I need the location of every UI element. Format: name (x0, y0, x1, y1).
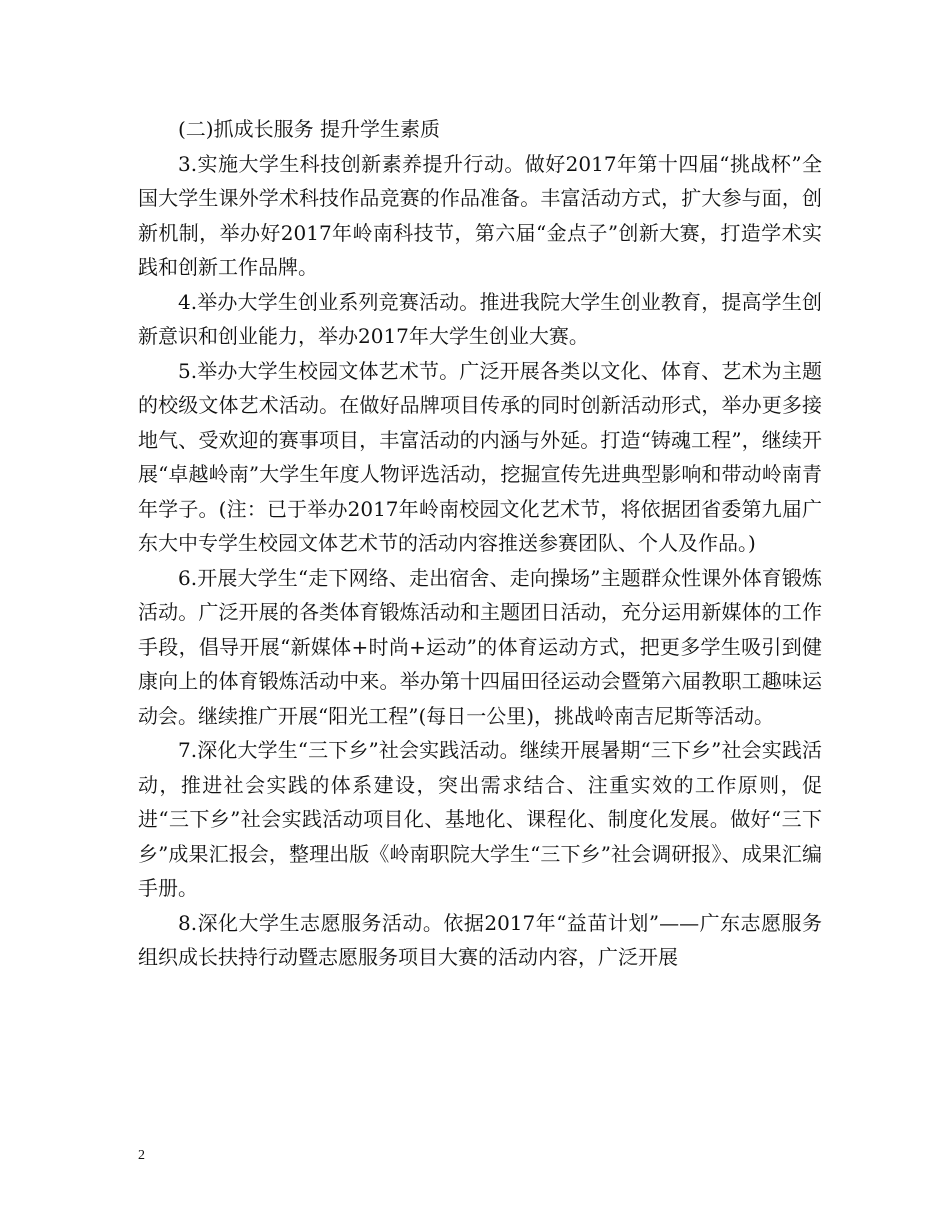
paragraph-item-7: 7.深化大学生“三下乡”社会实践活动。继续开展暑期“三下乡”社会实践活动，推进社会实践的体系建设，突出需求结合、注重实效的工作原则，促进“三下乡”社会实践活动项目化、基地化、课程化、制度化发展。做好“三下乡”成果汇报会，整理出版《岭南职院大学生“三下乡”社会调研报》、成果汇编手册。 (138, 738, 822, 900)
paragraph-item-4: 4.举办大学生创业系列竞赛活动。推进我院大学生创业教育，提高学生创新意识和创业能力，举办2017年大学生创业大赛。 (138, 289, 822, 348)
paragraph-item-5: 5.举办大学生校园文体艺术节。广泛开展各类以文化、体育、艺术为主题的校级文体艺术活动。在做好品牌项目传承的同时创新活动形式，举办更多接地气、受欢迎的赛事项目，丰富活动的内涵与外延。打造“铸魂工程”，继续开展“卓越岭南”大学生年度人物评选活动，挖掘宣传先进典型影响和带动岭南青年学子。(注：已于举办2017年岭南校园文化艺术节，将依据团省委第九届广东大中专学生校园文体艺术节的活动内容推送参赛团队、个人及作品。) (138, 358, 822, 555)
paragraph-item-3: 3.实施大学生科技创新素养提升行动。做好2017年第十四届“挑战杯”全国大学生课外学术科技作品竞赛的作品准备。丰富活动方式，扩大参与面，创新机制，举办好2017年岭南科技节，第六届“金点子”创新大赛，打造学术实践和创新工作品牌。 (138, 151, 822, 279)
section-heading: (二)抓成长服务 提升学生素质 (178, 117, 440, 141)
paragraph-item-6: 6.开展大学生“走下网络、走出宿舍、走向操场”主题群众性课外体育锻炼活动。广泛开展的各类体育锻炼活动和主题团日活动，充分运用新媒体的工作手段，倡导开展“新媒体+时尚+运动”的体育运动方式，把更多学生吸引到健康向上的体育锻炼活动中来。举办第十四届田径运动会暨第六届教职工趣味运动会。继续推广开展“阳光工程”(每日一公里)，挑战岭南吉尼斯等活动。 (138, 565, 822, 728)
document-body (138, 112, 822, 975)
page-number: 2 (138, 1148, 145, 1163)
paragraph-item-8: 8.深化大学生志愿服务活动。依据2017年“益苗计划”——广东志愿服务组织成长扶持行动暨志愿服务项目大赛的活动内容，广泛开展 (138, 910, 822, 969)
